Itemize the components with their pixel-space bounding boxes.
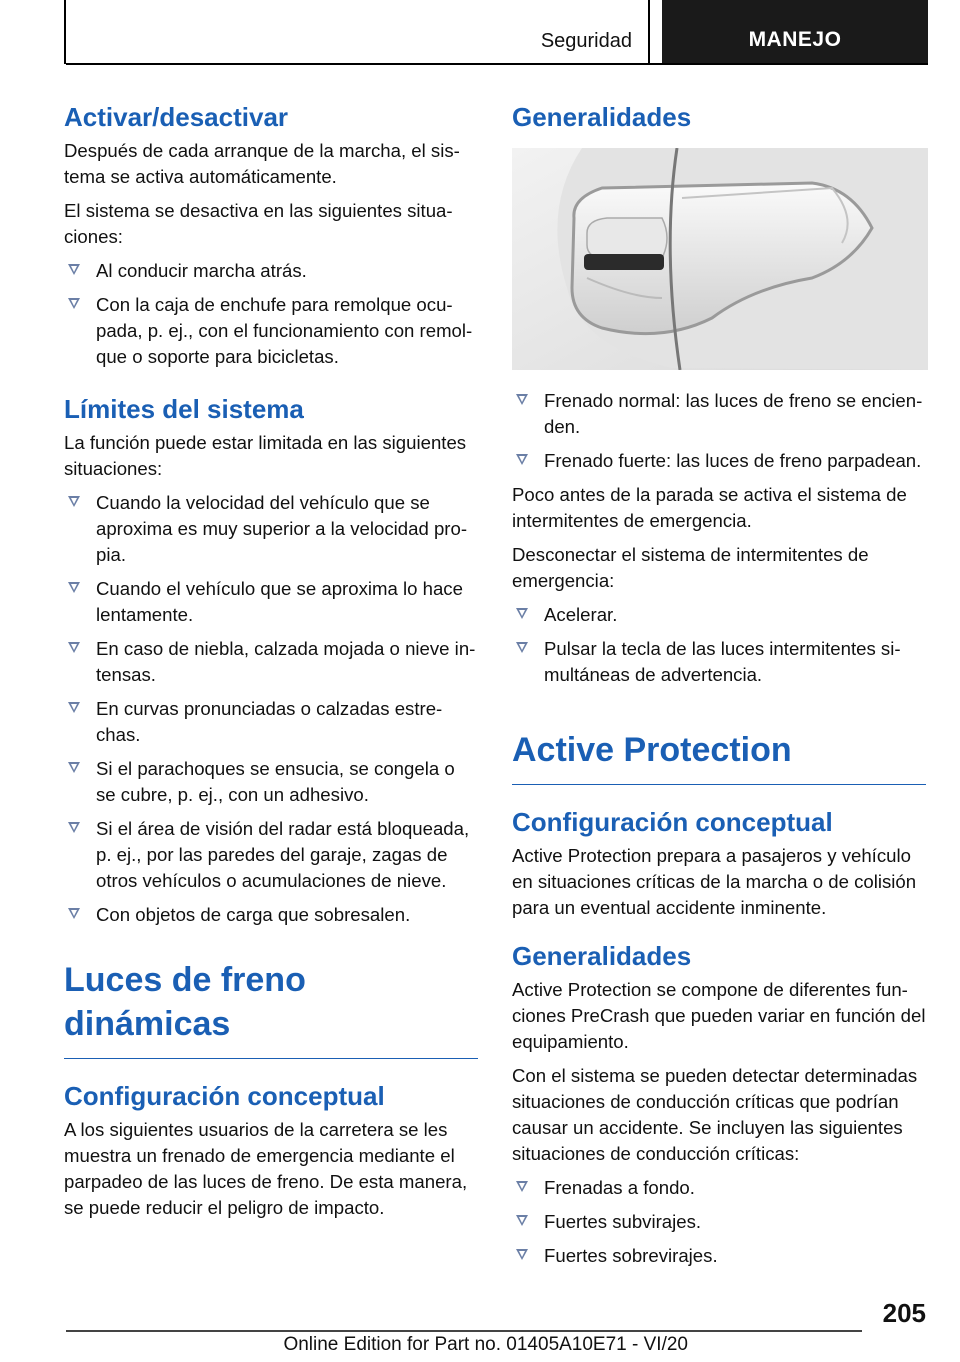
list-item — [512, 448, 926, 474]
list-item — [64, 902, 478, 928]
list-item — [64, 292, 478, 370]
paragraph: Con el sistema se pueden detectar determinadas situaciones de conducción críticas que podrían causar un accidente. Se incluyen las siguientes situaciones de conducción críticas: — [512, 1065, 918, 1164]
heading-config: Configuración conceptual — [512, 807, 833, 837]
header-rule — [66, 63, 928, 65]
footer-rule — [66, 1330, 862, 1332]
bullet-list — [512, 602, 926, 688]
list-item — [64, 490, 478, 568]
triangle-bullet-icon — [68, 298, 80, 309]
list-item-text: Al conducir marcha atrás. — [96, 260, 307, 281]
footer-edition: Online Edition for Part no. 01405A10E71 - VI/20 — [283, 1334, 688, 1355]
list-item — [64, 816, 478, 894]
list-item — [512, 602, 926, 628]
bullet-list — [64, 490, 478, 928]
list-item-text: Frenado fuerte: las luces de freno parpadean. — [544, 450, 922, 471]
header-section-label: Seguridad — [540, 30, 632, 52]
triangle-bullet-icon — [68, 762, 80, 773]
paragraph: Active Protection prepara a pasajeros y vehículo en situaciones críticas de la marcha o de colisión para un eventual accidente inminente. — [512, 845, 917, 918]
heading-config: Configuración conceptual — [64, 1081, 385, 1111]
list-item-text: Si el área de visión del radar está bloqueada, p. ej., por las paredes del garaje, zagas de otros vehículos o acumulaciones de nieve. — [96, 818, 470, 891]
paragraph: El sistema se desactiva en las siguientes situaciones: — [64, 200, 453, 247]
list-item-text: Frenadas a fondo. — [544, 1177, 695, 1198]
paragraph: Después de cada arranque de la marcha, el sistema se activa automáticamente. — [64, 140, 460, 187]
brake-light-illustration — [512, 148, 928, 370]
triangle-bullet-icon — [516, 394, 528, 405]
heading-active-protection: Active Protection — [512, 728, 926, 785]
triangle-bullet-icon — [68, 264, 80, 275]
triangle-bullet-icon — [516, 454, 528, 465]
list-item-text: Fuertes sobrevirajes. — [544, 1245, 718, 1266]
list-item-text: Si el parachoques se ensucia, se congela o se cubre, p. ej., con un adhesivo. — [96, 758, 455, 805]
list-item — [512, 1175, 926, 1201]
triangle-bullet-icon — [516, 608, 528, 619]
list-item-text: Acelerar. — [544, 604, 618, 625]
paragraph: A los siguientes usuarios de la carretera se les muestra un frenado de emergencia mediante el parpadeo de las luces de freno. De esta manera, se puede reducir el peligro de impacto. — [64, 1119, 468, 1218]
bullet-list — [512, 1175, 926, 1269]
paragraph: Poco antes de la parada se activa el sistema de intermitentes de emergencia. — [512, 484, 907, 531]
heading-generalidades: Generalidades — [512, 102, 692, 132]
list-item-text: Fuertes subvirajes. — [544, 1211, 702, 1232]
list-item-text: Frenado normal: las luces de freno se encienden. — [544, 390, 923, 437]
list-item — [64, 258, 478, 284]
header-section-box — [64, 0, 650, 64]
list-item — [64, 756, 478, 808]
list-item-text: Pulsar la tecla de las luces intermitentes simultáneas de advertencia. — [544, 638, 901, 685]
heading-generalidades-2: Generalidades — [512, 941, 692, 971]
paragraph: Desconectar el sistema de intermitentes de emergencia: — [512, 544, 869, 591]
triangle-bullet-icon — [68, 908, 80, 919]
list-item-text: Con objetos de carga que sobresalen. — [96, 904, 411, 925]
triangle-bullet-icon — [68, 582, 80, 593]
heading-limites: Límites del sistema — [64, 394, 304, 424]
list-item — [64, 636, 478, 688]
list-item — [64, 576, 478, 628]
triangle-bullet-icon — [516, 1215, 528, 1226]
list-item-text: Con la caja de enchufe para remolque ocupada, p. ej., con el funcionamiento con remolque o soporte para bicicletas. — [96, 294, 473, 367]
triangle-bullet-icon — [68, 496, 80, 507]
page-number: 205 — [882, 1298, 926, 1328]
list-item-text: Cuando el vehículo que se aproxima lo hace lentamente. — [96, 578, 463, 625]
triangle-bullet-icon — [516, 1249, 528, 1260]
bullet-list — [64, 258, 478, 370]
right-column — [512, 100, 926, 1277]
triangle-bullet-icon — [68, 702, 80, 713]
list-item — [64, 696, 478, 748]
list-item — [512, 636, 926, 688]
triangle-bullet-icon — [516, 642, 528, 653]
triangle-bullet-icon — [516, 1181, 528, 1192]
list-item-text: En caso de niebla, calzada mojada o nieve intensas. — [96, 638, 476, 685]
bullet-list — [512, 388, 926, 474]
header-chapter-tab: MANEJO — [662, 0, 928, 64]
heading-activar: Activar/desactivar — [64, 102, 289, 132]
triangle-bullet-icon — [68, 822, 80, 833]
list-item-text: Cuando la velocidad del vehículo que se aproxima es muy superior a la velocidad propia. — [96, 492, 468, 565]
left-column — [64, 100, 478, 1229]
paragraph: Active Protection se compone de diferentes funciones PreCrash que pueden variar en función del equipamiento. — [512, 979, 926, 1052]
heading-luces-freno: Luces de freno dinámicas — [64, 958, 478, 1059]
paragraph: La función puede estar limitada en las siguientes situaciones: — [64, 432, 467, 479]
list-item — [512, 388, 926, 440]
list-item — [512, 1209, 926, 1235]
list-item-text: En curvas pronunciadas o calzadas estrechas. — [96, 698, 443, 745]
list-item — [512, 1243, 926, 1269]
triangle-bullet-icon — [68, 642, 80, 653]
